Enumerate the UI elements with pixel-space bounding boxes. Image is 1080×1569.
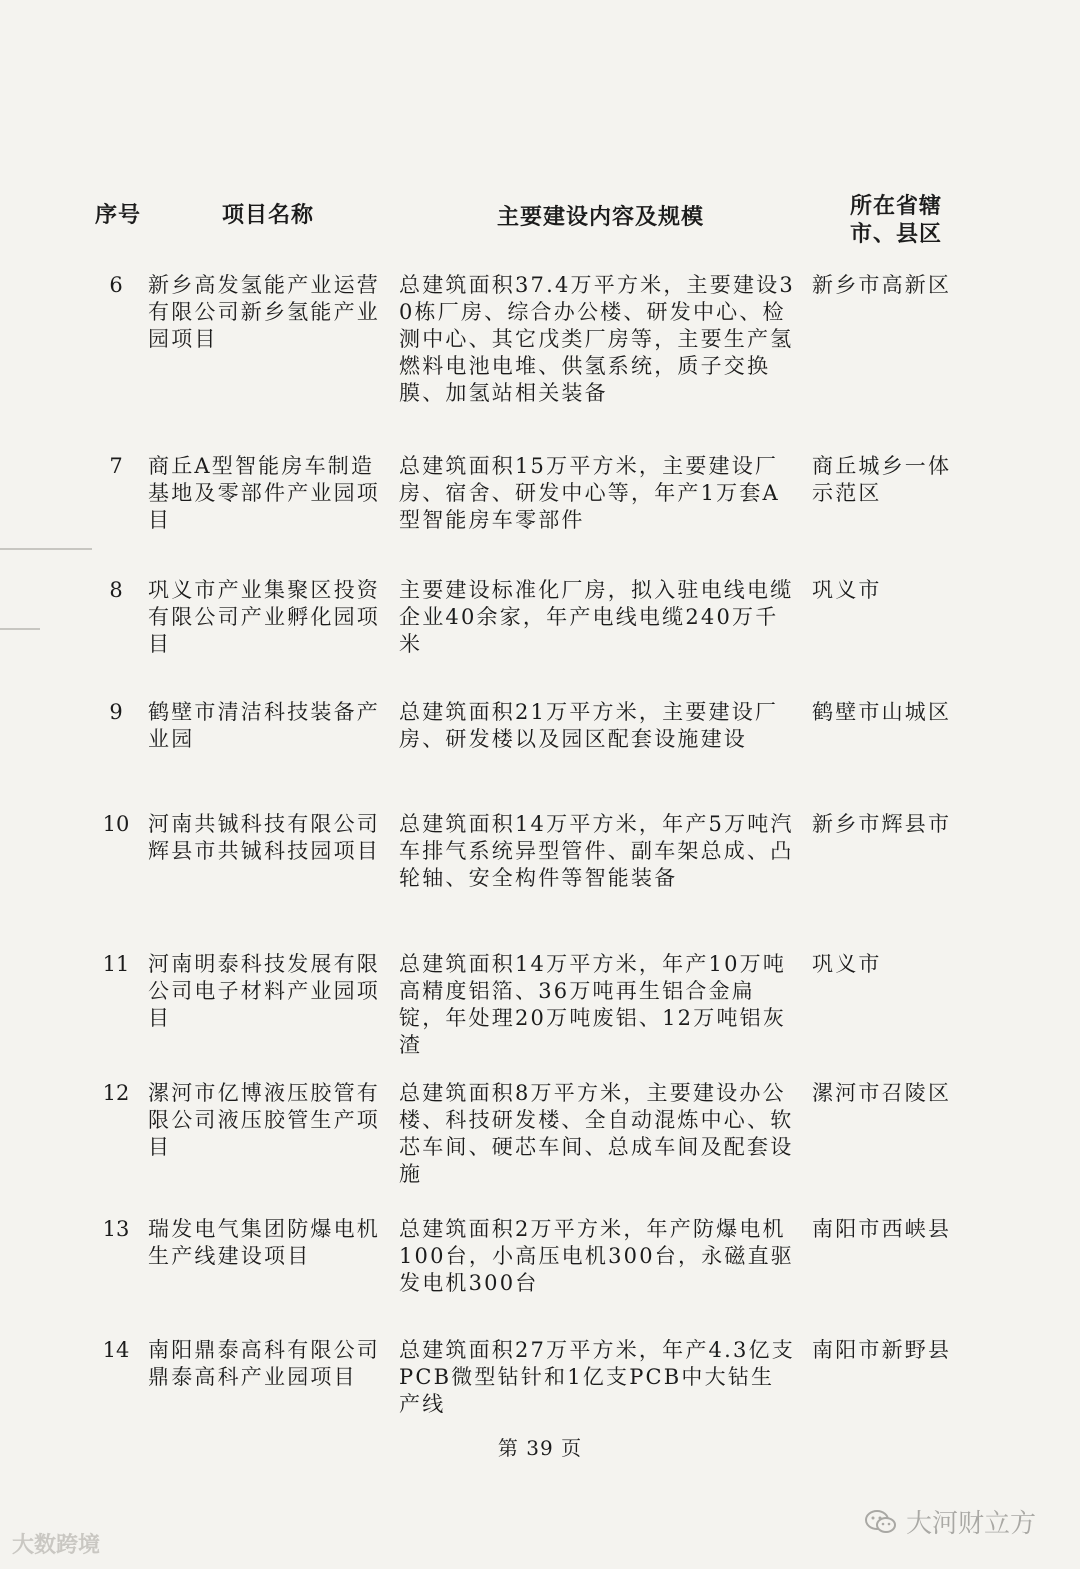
page-number: 第 39 页: [497, 1436, 583, 1460]
row-content: 总建筑面积37.4万平方米，主要建设30栋厂房、综合办公楼、研发中心、检测中心、其它戊类厂房等，主要生产氢燃料电池电堆、供氢系统，质子交换膜、加氢站相关装备: [399, 273, 795, 405]
row-location: 南阳市西峡县: [812, 1217, 952, 1241]
row-location: 巩义市: [812, 578, 882, 602]
row-name: 新乡高发氢能产业运营有限公司新乡氢能产业园项目: [148, 273, 380, 351]
row-seq: 10: [102, 812, 130, 836]
row-name: 巩义市产业集聚区投资有限公司产业孵化园项目: [148, 578, 380, 656]
row-content: 总建筑面积14万平方米，年产5万吨汽车排气系统异型管件、副车架总成、凸轮轴、安全构件等智能装备: [399, 812, 794, 890]
row-content: 总建筑面积27万平方米，年产4.3亿支PCB微型钻针和1亿支PCB中大钻生产线: [399, 1338, 795, 1416]
watermark-right: [864, 1503, 1036, 1540]
row-location: 鹤壁市山城区: [812, 700, 952, 724]
row-content: 总建筑面积2万平方米，年产防爆电机100台，小高压电机300台，永磁直驱发电机300台: [399, 1217, 794, 1295]
watermark-left: 大数跨境: [12, 1533, 101, 1558]
row-name: 南阳鼎泰高科有限公司鼎泰高科产业园项目: [148, 1338, 380, 1389]
row-seq: 9: [109, 700, 123, 724]
scan-artifact: [0, 628, 40, 630]
row-seq: 11: [102, 952, 130, 976]
row-location: 巩义市: [812, 952, 882, 976]
row-name: 商丘A型智能房车制造基地及零部件产业园项目: [148, 454, 380, 532]
row-content: 总建筑面积21万平方米，主要建设厂房、研发楼以及园区配套设施建设: [399, 700, 779, 751]
row-seq: 6: [109, 273, 123, 297]
row-name: 瑞发电气集团防爆电机生产线建设项目: [148, 1217, 380, 1268]
header-content: 主要建设内容及规模: [497, 204, 705, 230]
row-location: 漯河市召陵区: [812, 1081, 952, 1105]
row-seq: 13: [102, 1217, 130, 1241]
row-seq: 8: [109, 578, 123, 602]
scan-artifact: [0, 548, 92, 550]
row-location: 商丘城乡一体示范区: [812, 454, 952, 505]
wechat-icon: [864, 1509, 898, 1535]
row-content: 总建筑面积15万平方米，主要建设厂房、宿舍、研发中心等，年产1万套A型智能房车零部件: [399, 454, 780, 532]
row-name: 鹤壁市清洁科技装备产业园: [148, 700, 380, 751]
row-name: 漯河市亿博液压胶管有限公司液压胶管生产项目: [148, 1081, 380, 1159]
row-content: 总建筑面积14万平方米，年产10万吨高精度铝箔、36万吨再生铝合金扁锭，年处理20万吨废铝、12万吨铝灰渣: [399, 952, 787, 1057]
row-content: 主要建设标准化厂房，拟入驻电线电缆企业40余家，年产电线电缆240万千米: [399, 578, 794, 656]
header-seq: 序号: [95, 202, 142, 228]
row-name: 河南明泰科技发展有限公司电子材料产业园项目: [148, 952, 380, 1030]
header-name: 项目名称: [222, 202, 315, 228]
header-location: 所在省辖市、县区: [849, 193, 942, 247]
row-location: 新乡市高新区: [812, 273, 952, 297]
row-seq: 7: [109, 454, 123, 478]
watermark-right-label: 大河财立方: [906, 1509, 1037, 1539]
row-seq: 12: [102, 1081, 130, 1105]
row-location: 南阳市新野县: [812, 1338, 952, 1362]
row-location: 新乡市辉县市: [812, 812, 952, 836]
row-name: 河南共铖科技有限公司辉县市共铖科技园项目: [148, 812, 380, 863]
row-content: 总建筑面积8万平方米，主要建设办公楼、科技研发楼、全自动混炼中心、软芯车间、硬芯车间、总成车间及配套设施: [399, 1081, 794, 1186]
row-seq: 14: [102, 1338, 130, 1362]
